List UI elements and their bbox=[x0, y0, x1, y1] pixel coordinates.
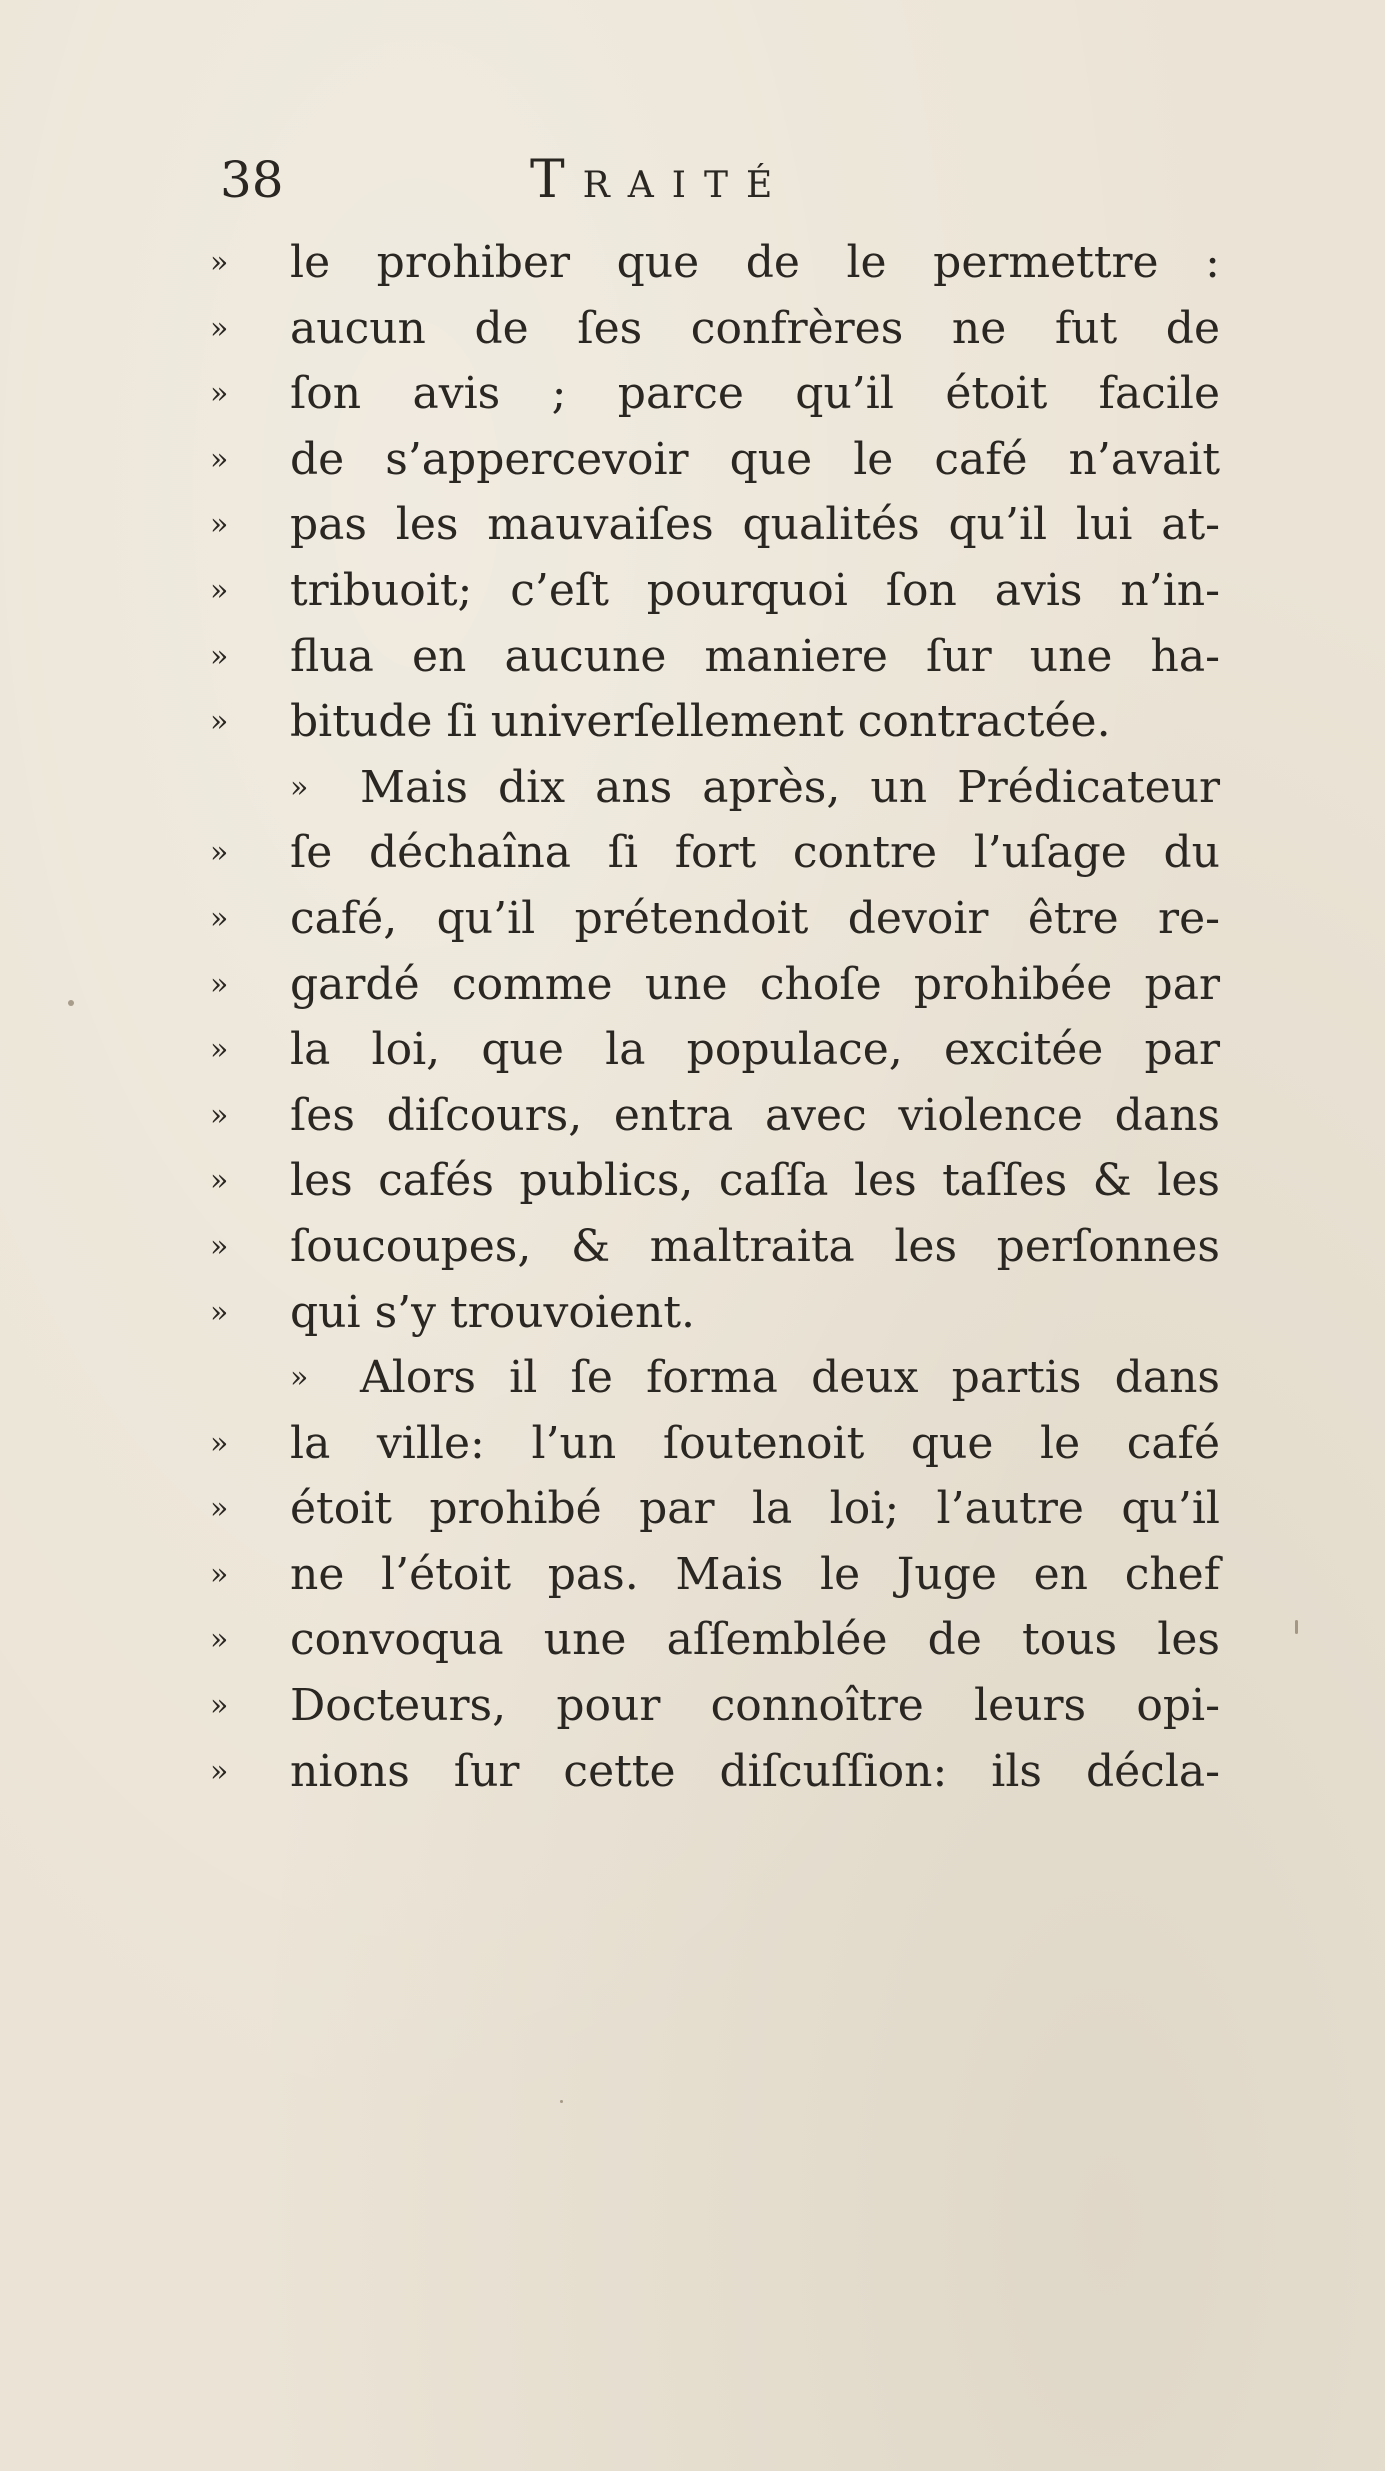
line-text: les cafés publics, caſſa les taſſes & les bbox=[290, 1155, 1220, 1207]
quotation-mark: » bbox=[210, 835, 229, 871]
line-text: nions ſur cette diſcuſſion: ils décla- bbox=[290, 1745, 1220, 1797]
text-line bbox=[210, 820, 1220, 886]
text-line bbox=[210, 361, 1220, 427]
line-text: convoqua une aſſemblée de tous les bbox=[290, 1614, 1220, 1666]
text-line bbox=[210, 1411, 1220, 1477]
page-header bbox=[220, 150, 1040, 220]
text-line bbox=[210, 1214, 1220, 1280]
line-text: la ville: l’un ſoutenoit que le café bbox=[290, 1417, 1220, 1469]
quotation-mark: » bbox=[210, 900, 229, 936]
text-line bbox=[210, 230, 1220, 296]
quotation-mark: » bbox=[210, 441, 229, 477]
quotation-mark: » bbox=[210, 1688, 229, 1724]
line-text: la loi, que la populace, excitée par bbox=[290, 1024, 1220, 1076]
text-line bbox=[210, 1476, 1220, 1542]
text-line bbox=[210, 1280, 1220, 1346]
quotation-mark: » bbox=[290, 1360, 309, 1396]
quotation-mark: » bbox=[210, 507, 229, 543]
text-line bbox=[210, 1542, 1220, 1608]
text-line bbox=[210, 624, 1220, 690]
page-number: 38 bbox=[220, 151, 284, 209]
running-title: Traité bbox=[530, 150, 791, 210]
text-line bbox=[210, 886, 1220, 952]
paper-fleck bbox=[68, 1000, 74, 1006]
text-line bbox=[210, 1083, 1220, 1149]
line-text: ſe déchaîna ſi fort contre l’uſage du bbox=[290, 827, 1220, 879]
text-line bbox=[210, 296, 1220, 362]
text-line bbox=[210, 952, 1220, 1018]
text-line bbox=[210, 492, 1220, 558]
line-text: pas les mauvaiſes qualités qu’il lui at- bbox=[290, 499, 1220, 551]
line-text: ſon avis ; parce qu’il étoit facile bbox=[290, 368, 1220, 420]
line-text: étoit prohibé par la loi; l’autre qu’il bbox=[290, 1483, 1220, 1535]
quotation-mark: » bbox=[290, 769, 309, 805]
line-text: Alors il ſe forma deux partis dans bbox=[360, 1352, 1220, 1404]
text-line bbox=[210, 1739, 1220, 1805]
quotation-mark: » bbox=[210, 1163, 229, 1199]
line-text: ſes diſcours, entra avec violence dans bbox=[290, 1089, 1220, 1141]
line-text: Docteurs, pour connoître leurs opi- bbox=[290, 1680, 1220, 1732]
quotation-mark: » bbox=[210, 1294, 229, 1330]
text-line bbox=[210, 1148, 1220, 1214]
text-line bbox=[210, 1017, 1220, 1083]
paper-fleck bbox=[1295, 1620, 1298, 1634]
quotation-mark: » bbox=[210, 1425, 229, 1461]
line-text: bitude ſi univerſellement contractée. bbox=[290, 696, 1111, 748]
line-text: qui s’y trouvoient. bbox=[290, 1286, 695, 1338]
text-line bbox=[210, 558, 1220, 624]
quotation-mark: » bbox=[210, 1097, 229, 1133]
line-text: aucun de ſes confrères ne fut de bbox=[290, 302, 1220, 354]
line-text: flua en aucune maniere ſur une ha- bbox=[290, 630, 1220, 682]
line-text: café, qu’il prétendoit devoir être re- bbox=[290, 892, 1220, 944]
quotation-mark: » bbox=[210, 376, 229, 412]
quotation-mark: » bbox=[210, 310, 229, 346]
paragraph-start-line bbox=[210, 1345, 1220, 1411]
quotation-mark: » bbox=[210, 572, 229, 608]
quotation-mark: » bbox=[210, 245, 229, 280]
line-text: ne l’étoit pas. Mais le Juge en chef bbox=[290, 1548, 1220, 1600]
text-line bbox=[210, 1673, 1220, 1739]
paragraph-start-line bbox=[210, 755, 1220, 821]
quotation-mark: » bbox=[210, 966, 229, 1002]
line-text: le prohiber que de le permettre : bbox=[290, 237, 1220, 288]
quotation-mark: » bbox=[210, 638, 229, 674]
quotation-mark: » bbox=[210, 1032, 229, 1068]
line-text: de s’appercevoir que le café n’avait bbox=[290, 433, 1220, 485]
text-line bbox=[210, 689, 1220, 755]
quotation-mark: » bbox=[210, 1753, 229, 1789]
text-line bbox=[210, 1607, 1220, 1673]
text-line bbox=[210, 427, 1220, 493]
line-text: gardé comme une choſe prohibée par bbox=[290, 958, 1220, 1010]
body-text bbox=[210, 230, 1220, 1804]
quotation-mark: » bbox=[210, 1491, 229, 1527]
paper-fleck bbox=[560, 2100, 563, 2103]
line-text: tribuoit; c’eſt pourquoi ſon avis n’in- bbox=[290, 564, 1220, 616]
quotation-mark: » bbox=[210, 1556, 229, 1592]
quotation-mark: » bbox=[210, 1622, 229, 1658]
line-text: Mais dix ans après, un Prédicateur bbox=[360, 761, 1220, 813]
line-text: ſoucoupes, & maltraita les perſonnes bbox=[290, 1220, 1220, 1272]
quotation-mark: » bbox=[210, 1228, 229, 1264]
quotation-mark: » bbox=[210, 704, 229, 740]
